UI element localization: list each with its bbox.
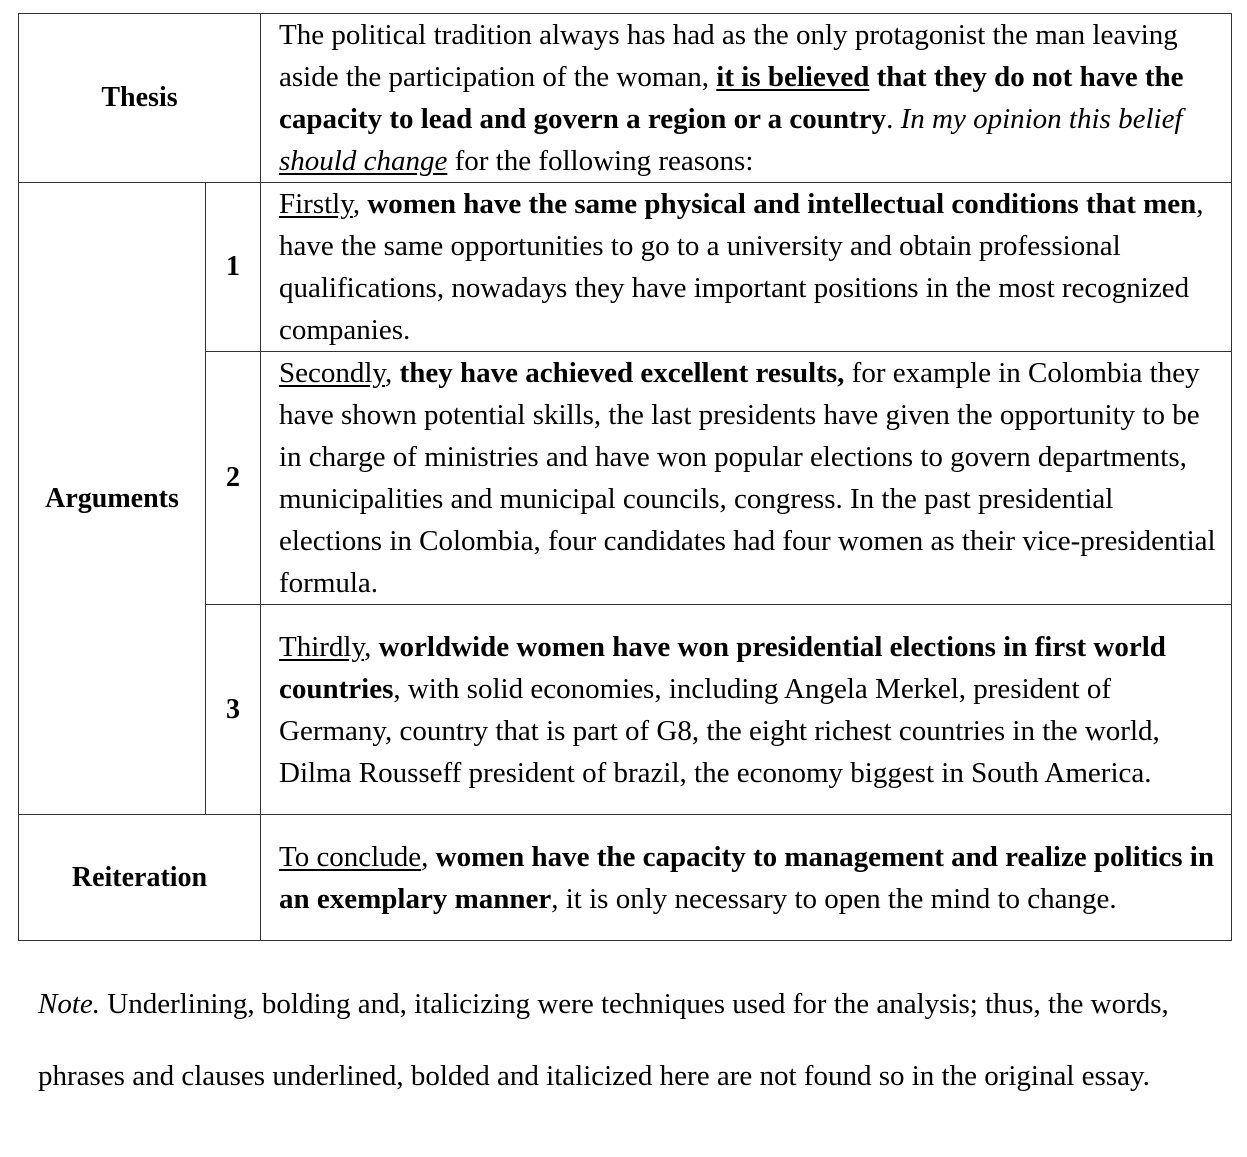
argument-row (19, 183, 1232, 352)
reiteration-label: Reiteration (19, 815, 261, 941)
argument-bold: worldwide women have won presidential elections in first world countries (279, 630, 1166, 705)
thesis-text-italic-underlined: should change (279, 145, 448, 177)
thesis-row (19, 14, 1232, 183)
table-note (38, 968, 1218, 1112)
argument-lead-underlined: Firstly (279, 188, 353, 220)
reiteration-sep: , (421, 840, 436, 873)
argument-number: 2 (206, 352, 261, 605)
thesis-text-part: . (886, 103, 901, 135)
thesis-text-underlined-bold: it is believed (716, 61, 870, 93)
argument-number: 3 (206, 605, 261, 815)
reiteration-rest: , it is only necessary to open the mind to change. (551, 882, 1117, 915)
argument-number: 1 (206, 183, 261, 352)
argument-bold: they have achieved excellent results, (399, 357, 845, 389)
thesis-text-bold: that they do not have the capacity to lead and govern a region or a country (279, 61, 1184, 135)
argument-text (261, 605, 1232, 815)
thesis-text (261, 14, 1232, 183)
thesis-text-part: for the following reasons: (447, 145, 754, 177)
argument-text (261, 183, 1232, 352)
reiteration-lead-underlined: To conclude (279, 840, 422, 873)
argument-bold: women have the same physical and intellectual conditions that men (367, 188, 1197, 220)
reiteration-row (19, 815, 1232, 941)
argument-sep: , (352, 188, 368, 220)
thesis-text-part: The political tradition always has had as the only protagonist the man leaving aside the participation of the woman, (279, 19, 1178, 93)
argument-text (261, 352, 1232, 605)
thesis-text-italic: In my opinion this belief (900, 103, 1183, 135)
note-label: Note. (38, 988, 101, 1020)
arguments-label: Arguments (19, 183, 206, 815)
argument-lead-underlined: Thirdly (279, 630, 365, 663)
reiteration-text (261, 815, 1232, 941)
argument-lead-underlined: Secondly (279, 357, 386, 389)
thesis-label: Thesis (19, 14, 261, 183)
argument-rest: , with solid economies, including Angela Merkel, president of Germany, country that is part of G8, the eight richest countries in the world, Dilma Rousseff president of brazil, the economy biggest in South America. (279, 672, 1160, 789)
note-text: Underlining, bolding and, italicizing were techniques used for the analysis; thus, the words, phrases and clauses underlined, bolded and italicized here are not found so in the original essay. (38, 988, 1169, 1092)
argument-sep: , (385, 357, 400, 389)
argument-structure-table (18, 13, 1232, 941)
argument-rest: , have the same opportunities to go to a university and obtain professional qualifications, nowadays they have important positions in the most recognized companies. (279, 188, 1204, 346)
argument-sep: , (364, 630, 379, 663)
argument-rest: for example in Colombia they have shown potential skills, the last presidents have given the opportunity to be in charge of ministries and have won popular elections to govern departments, municipalities and municipal councils, congress. In the past presidential elections in Colombia, four candidates had four women as their vice-presidential formula. (279, 357, 1216, 599)
reiteration-bold: women have the capacity to management and realize politics in an exemplary manner (279, 840, 1214, 915)
